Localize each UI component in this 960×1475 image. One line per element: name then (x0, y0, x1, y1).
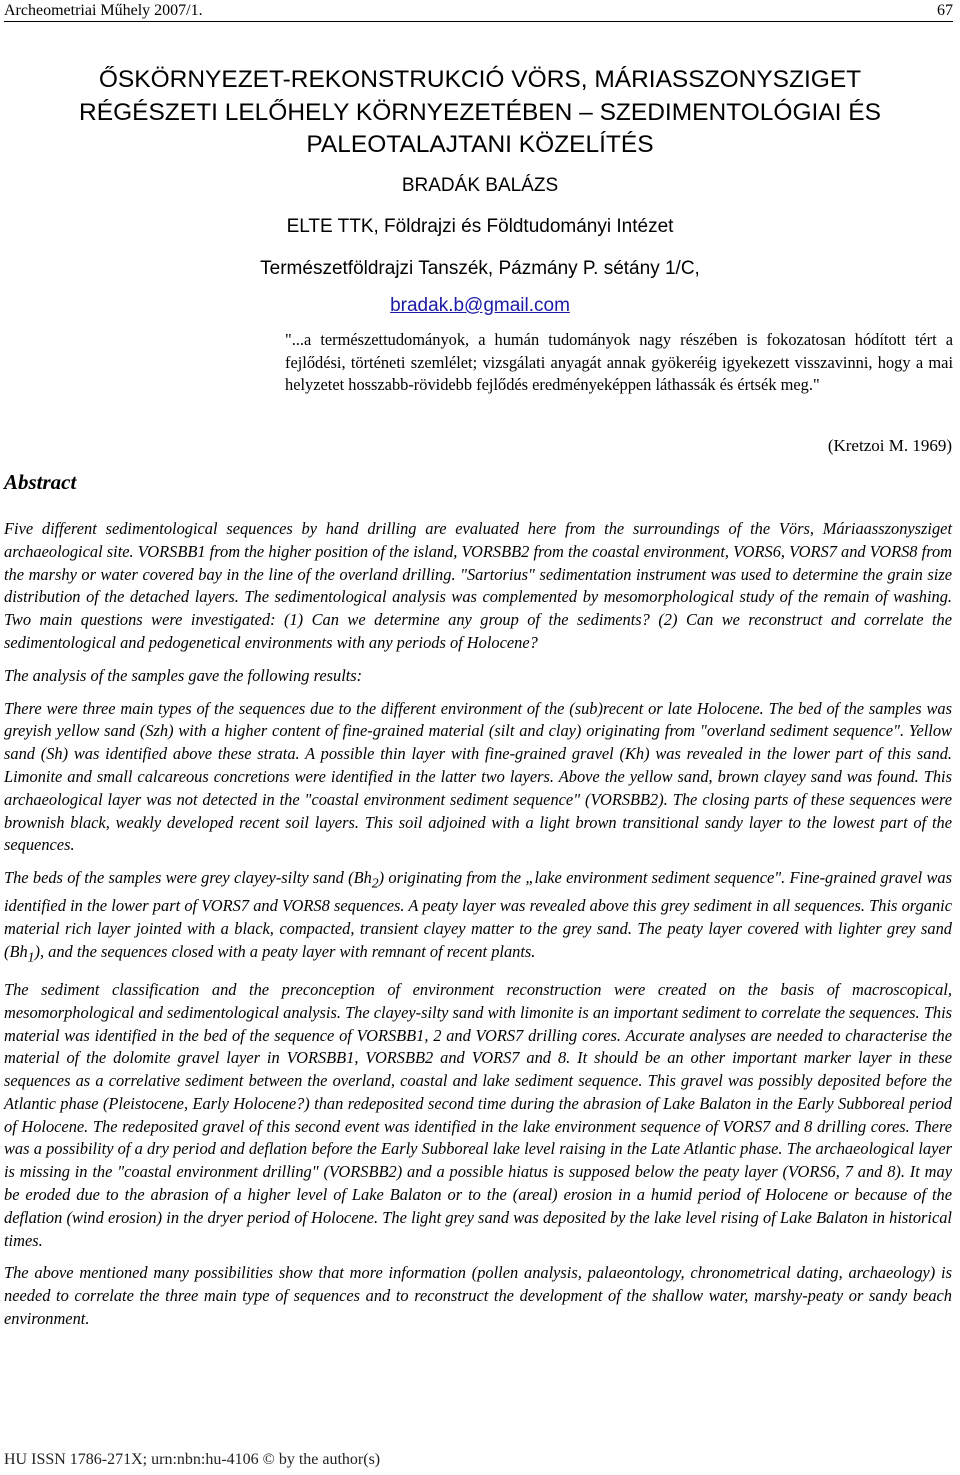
header-divider (4, 21, 953, 22)
author-affiliation-2: Természetföldrajzi Tanszék, Pázmány P. sétány 1/C, (260, 258, 700, 279)
abstract-body (4, 518, 952, 1341)
author-name: BRADÁK BALÁZS (401, 175, 559, 196)
author-email-link[interactable]: bradak.b@gmail.com (390, 295, 570, 316)
page-number: 67 (937, 2, 953, 19)
journal-name: Archeometriai Műhely 2007/1. (4, 2, 203, 19)
abstract-paragraph-5: The sediment classification and the preconception of environment reconstruction were created on the basis of macroscopical, mesomorphological and sedimentological analysis. The clayey-silty sand with limonite is an important sediment to correlate the sequences. This material was identified in the bed of the sequence of VORSBB1, 2 and VORS7 drilling cores. Accurate analyses are needed to characterise the material of the dolomite gravel layer in VORSBB1, VORSBB2 and VORS7 and 8. It should be an other important marker layer in these sequences as a correlative sediment between the overland, coastal and lake sediment sequence. This gravel was possibly deposited before the Atlantic phase (Pleistocene, Early Holocene?) than redeposited second time during the abrasion of Lake Balaton in the Early Subboreal period of Holocene. The redeposited gravel of this second event was identified in the lake environment sequence of VORS7 and 8 drilling cores. There was a possibility of a dry period and deflation before the Early Subboreal lake level raising in the Late Atlantic phase. The archaeological layer is missing in the "coastal environment drilling" (VORSBB2) and a possible hiatus is supposed below the peaty layer (VORS6, 7 and 8). It may be eroded due to the abrasion of a higher level of Lake Balaton or to the (areal) erosion in a humid period of Holocene or because of the deflation (wind erosion) in the dryer period of Holocene. The light grey sand was deposited by the lake level rising of Lake Balaton in historical times. (4, 979, 952, 1250)
title-line-1: ŐSKÖRNYEZET-REKONSTRUKCIÓ VÖRS, MÁRIASSZONYSZIGET (98, 66, 862, 93)
abstract-heading: Abstract (4, 470, 77, 494)
abstract-paragraph-2: The analysis of the samples gave the following results: (4, 665, 363, 685)
epigraph-source: (Kretzoi M. 1969) (827, 436, 952, 455)
abstract-paragraph-4: The beds of the samples were grey clayey-silty sand $(Bh_2)$ originating from the „lake environment sediment sequence". Fine-grained gravel was identified in the lower part of VORS7 and VORS8 sequences. A peaty layer was revealed above this grey sediment in all sequences. This organic material rich layer jointed with a black, compacted, transient clayey matter to the grey sand. The peaty layer covered with lighter grey sand $(Bh_1)$, and the sequences closed with a peaty layer with remnant of recent plants. (4, 868, 952, 965)
abstract-paragraph-6: The above mentioned many possibilities show that more information (pollen analysis, palaeontology, chronometrical dating, archaeology) is needed to correlate the three main type of sequences and to reconstruct the development of the shallow water, marshy-peaty or sandy beach environment. (4, 1263, 952, 1329)
title-line-3: PALEOTALAJTANI KÖZELÍTÉS (306, 131, 654, 158)
running-header (4, 0, 953, 22)
author-affiliation-1: ELTE TTK, Földrajzi és Földtudományi Intézet (286, 216, 674, 237)
epigraph-quote: "...a természettudományok, a humán tudományok nagy részében is fokozatosan hódított tért a fejlődési, történeti szemlélet; vizsgálati anyagát annak gyökeréig igyekezett visszavinni, hogy a mai helyzetet hosszabb-rövidebb fejlődés eredményeképpen láthassák és értsék meg." (285, 330, 953, 394)
abstract-paragraph-1: Five different sedimentological sequences by hand drilling are evaluated here from the surroundings of the Vörs, Máriaasszonysziget archaeological site. VORSBB1 from the higher position of the island, VORSBB2 from the coastal environment, VORS6, VORS7 and VORS8 from the marshy or water covered bay in the line of the overland drilling. "Sartorius" sedimentation instrument was used to determine the grain size distribution of the detached layers. The sedimentological analysis was complemented by mesomorphological study of the remain of washing. Two main questions were investigated: (1) Can we determine any group of the sediments? (2) Can we reconstruct and correlate the sedimentological and pedogenetical environments with any periods of Holocene? (4, 519, 952, 652)
abstract-paragraph-3: There were three main types of the sequences due to the different environment of the (sub)recent or late Holocene. The bed of the samples was greyish yellow sand (Szh) with a higher content of fine-grained material (silt and clay) originating from "overland sediment sequence". Yellow sand (Sh) was identified above these strata. A possible thin layer with fine-grained gravel (Kh) was revealed in the lower part of this sand. Limonite and small calcareous concretions were identified in the latter two layers. Above the yellow sand, brown clayey sand was found. This archaeological layer was not detected in the "coastal environment sediment sequence" (VORSBB2). The closing parts of these sequences were brownish black, weakly developed recent soil layers. This soil adjoined with a light brown transitional sandy layer to the lowest part of the sequences. (4, 698, 952, 855)
title-line-2: RÉGÉSZETI LELŐHELY KÖRNYEZETÉBEN – SZEDIMENTOLÓGIAI ÉS (79, 98, 881, 126)
issn-footer: HU ISSN 1786-271X; urn:nbn:hu-4106 © by the author(s) (4, 1451, 381, 1468)
paper-title (0, 64, 960, 162)
